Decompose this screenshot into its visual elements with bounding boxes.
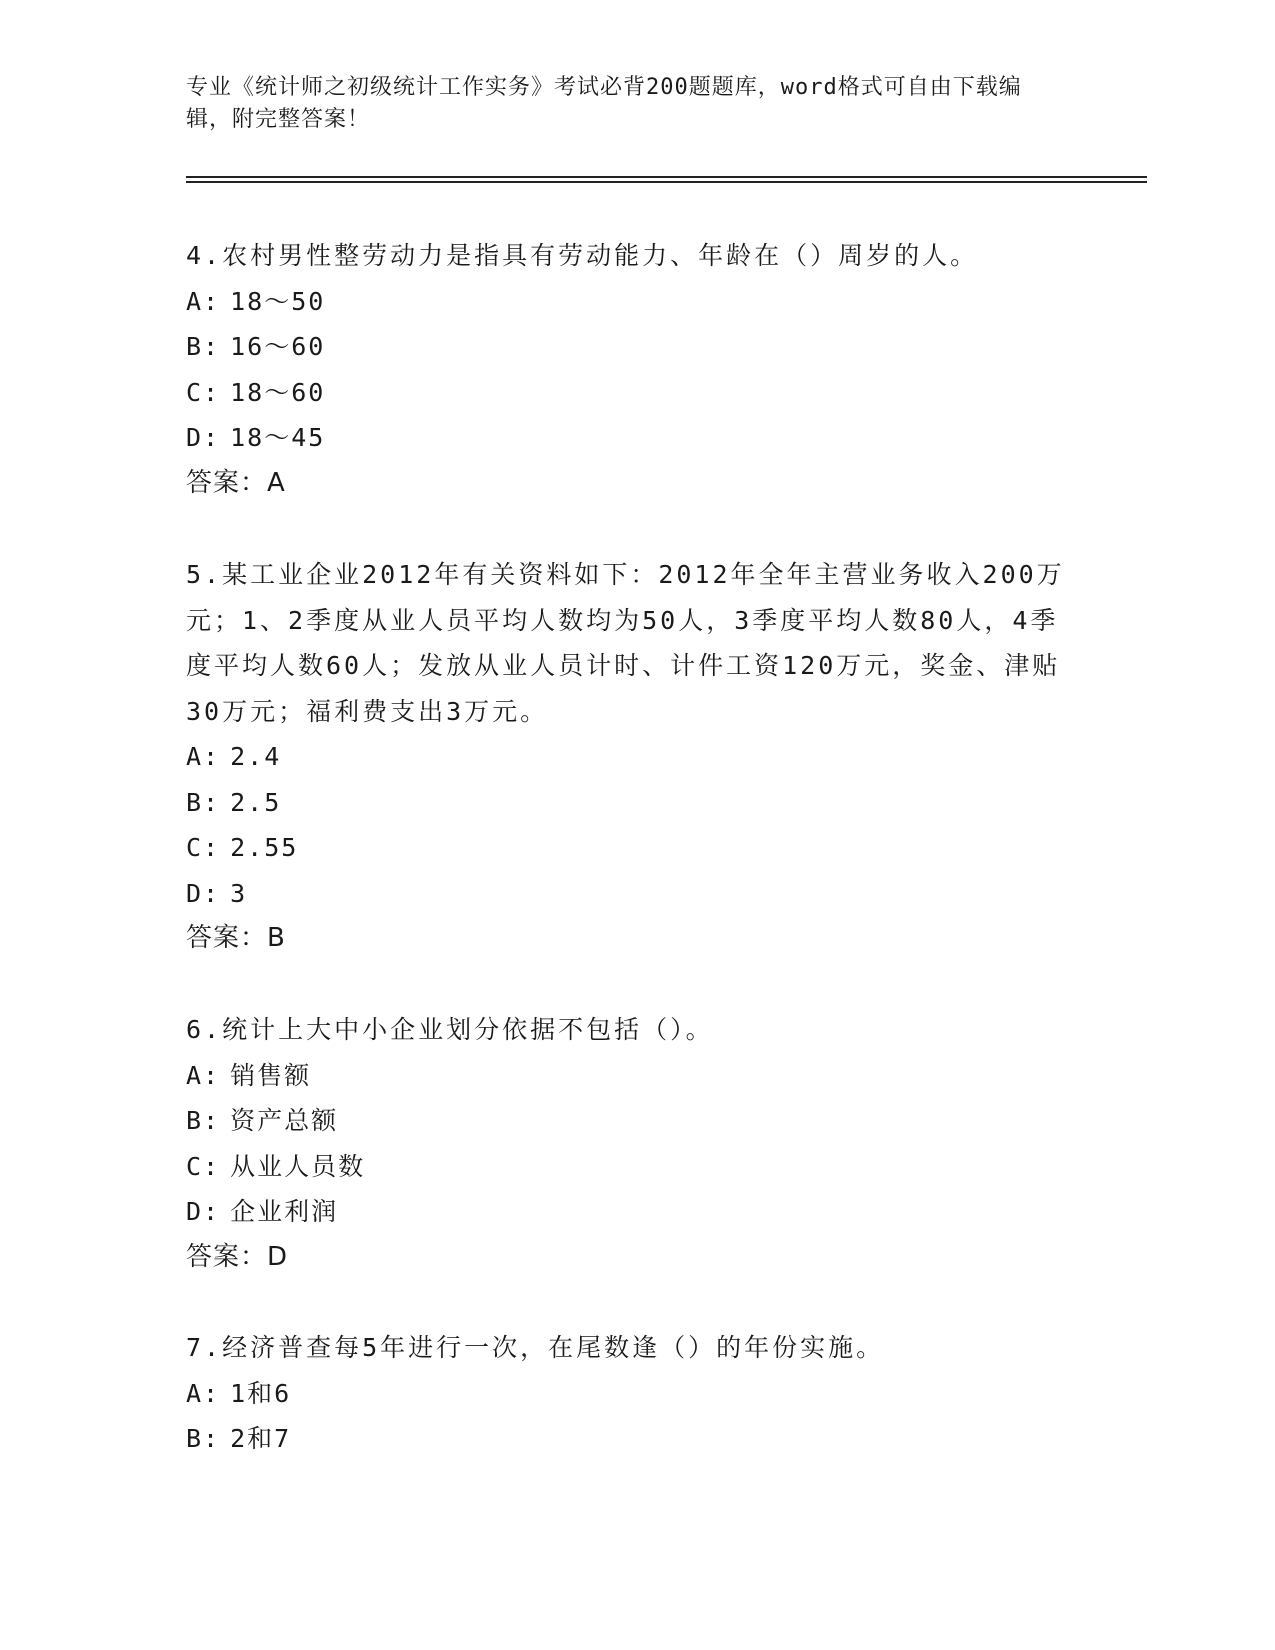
option-d: [186, 1189, 1086, 1235]
option-letter: A:: [186, 742, 221, 771]
option-letter: D:: [186, 878, 221, 908]
question-4: [186, 233, 1086, 506]
option-letter: B:: [186, 1424, 221, 1453]
answer-value: B: [267, 923, 286, 953]
question-number: 7.: [186, 1333, 223, 1362]
question-number: 5.: [186, 560, 223, 589]
option-text: 资产总额: [230, 1106, 339, 1135]
option-letter: A:: [186, 286, 221, 316]
question-stem: [186, 1325, 1086, 1371]
question-6: [186, 1007, 1086, 1280]
option-c: [186, 825, 1086, 871]
option-text: 16～60: [230, 332, 326, 361]
question-stem: [186, 552, 1086, 734]
option-text: 18～50: [230, 286, 326, 316]
option-letter: C:: [186, 1151, 221, 1181]
option-a: [186, 279, 1086, 325]
option-text: 2.5: [230, 787, 282, 817]
answer-label: 答案：: [186, 467, 268, 498]
document-header: 专业《统计师之初级统计工作实务》考试必背200题题库，word格式可自由下载编辑，附完整答案！: [186, 75, 1022, 132]
option-text: 从业人员数: [230, 1151, 366, 1181]
header-rule-bottom: [186, 181, 1147, 183]
option-letter: B:: [186, 1106, 221, 1135]
option-b: [186, 1098, 1086, 1144]
option-text: 2.4: [230, 742, 282, 771]
option-b: [186, 780, 1086, 826]
option-text: 销售额: [230, 1060, 312, 1090]
option-letter: B:: [186, 332, 221, 361]
option-d: [186, 415, 1086, 461]
answer-value: D: [267, 1241, 289, 1272]
option-text: 企业利润: [230, 1197, 339, 1226]
option-letter: A:: [186, 1378, 221, 1408]
option-c: [186, 370, 1086, 416]
header-rule-top: [186, 176, 1147, 178]
option-a: [186, 1371, 1086, 1417]
question-text: 经济普查每5年进行一次，在尾数逢（）的年份实施。: [222, 1333, 885, 1362]
option-d: [186, 871, 1086, 917]
option-c: [186, 1144, 1086, 1190]
answer-label: 答案：: [186, 923, 268, 953]
option-b: [186, 324, 1086, 370]
option-letter: D:: [186, 423, 221, 452]
question-text: 某工业企业2012年有关资料如下：2012年全年主营业务收入200万元；1、2季度从业人员平均人数均为50人，3季度平均人数80人，4季度平均人数60人；发放从业人员计时、计件工资120万元，奖金、津贴30万元；福利费支出3万元。: [186, 560, 1065, 726]
answer-line: [186, 916, 1086, 962]
question-text: 统计上大中小企业划分依据不包括（）。: [222, 1015, 714, 1044]
option-letter: D:: [186, 1197, 221, 1226]
option-letter: C:: [186, 377, 221, 407]
answer-line: [186, 1235, 1086, 1281]
question-text: 农村男性整劳动力是指具有劳动能力、年龄在（）周岁的人。: [222, 241, 979, 270]
option-letter: A:: [186, 1060, 221, 1090]
question-7: [186, 1325, 1086, 1462]
question-5: [186, 552, 1086, 962]
option-text: 2和7: [230, 1424, 292, 1453]
answer-value: A: [267, 467, 286, 498]
answer-line: [186, 461, 1086, 507]
option-a: [186, 734, 1086, 780]
question-number: 4.: [186, 241, 223, 270]
option-b: [186, 1416, 1086, 1462]
question-stem: [186, 233, 1086, 279]
option-text: 18～60: [230, 377, 326, 407]
option-text: 2.55: [230, 833, 299, 862]
option-a: [186, 1053, 1086, 1099]
option-letter: C:: [186, 833, 221, 862]
option-text: 3: [230, 878, 248, 908]
option-text: 18～45: [230, 423, 326, 452]
question-stem: [186, 1007, 1086, 1053]
option-text: 1和6: [230, 1378, 292, 1408]
option-letter: B:: [186, 787, 221, 817]
answer-label: 答案：: [186, 1241, 268, 1272]
question-number: 6.: [186, 1015, 223, 1044]
